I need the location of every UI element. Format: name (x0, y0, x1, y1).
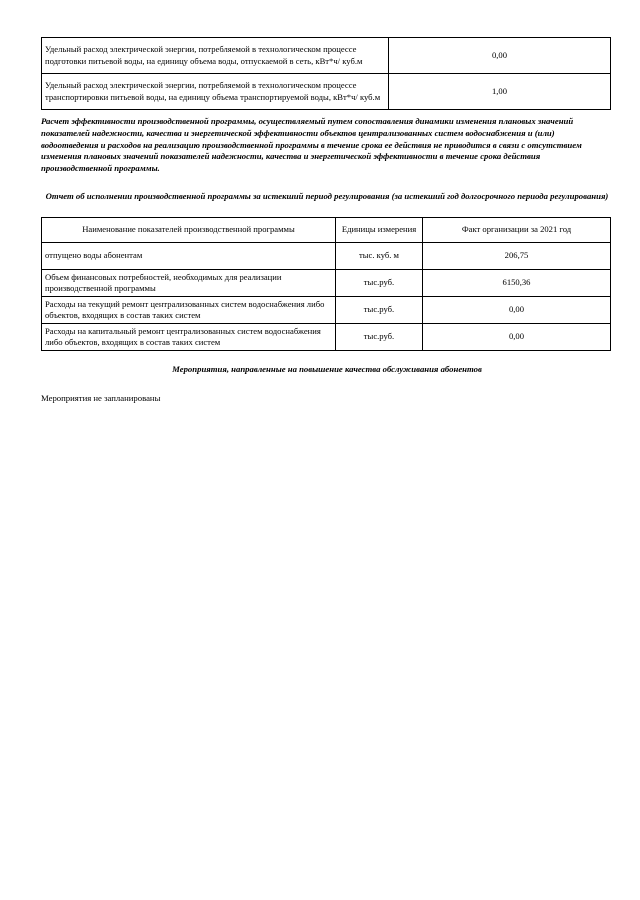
row-name: Объем финансовых потребностей, необходимых для реализации производственной программы (42, 270, 336, 297)
table-row (42, 270, 611, 297)
row-fact: 6150,36 (423, 270, 611, 297)
row-fact: 0,00 (423, 297, 611, 324)
row-unit: тыс.руб. (336, 324, 423, 351)
column-header-fact: Факт организации за 2021 год (423, 218, 611, 243)
indicator-name: Удельный расход электрической энергии, потребляемой в технологическом процессе подготовки питьевой воды, на единицу объема воды, отпускаемой в сеть, кВт*ч/ куб.м (42, 38, 389, 74)
indicator-value: 0,00 (389, 38, 611, 74)
table-row (42, 324, 611, 351)
row-name: отпущено воды абонентам (42, 243, 336, 270)
table-row (42, 297, 611, 324)
row-name: Расходы на капитальный ремонт централизованных систем водоснабжения либо объектов, входящих в состав таких систем (42, 324, 336, 351)
row-unit: тыс.руб. (336, 270, 423, 297)
efficiency-note: Расчет эффективности производственной программы, осуществляемый путем сопоставления динамики изменения плановых значений показателей надежности, качества и энергетической эффективности объектов централизованных систем водоснабжения и (или) водоотведения и расходов на реализацию производственной программы в течение срока ее действия не приводится в связи с отсутствием изменения плановых значений показателей надежности, качества и энергетической эффективности в течение срока действия производственной программы. (41, 116, 582, 174)
indicator-name: Удельный расход электрической энергии, потребляемой в технологическом процессе транспортировки питьевой воды, на единицу объема транспортируемой воды, кВт*ч/ куб.м (42, 74, 389, 110)
indicator-value: 1,00 (389, 74, 611, 110)
row-name: Расходы на текущий ремонт централизованных систем водоснабжения либо объектов, входящих в состав таких систем (42, 297, 336, 324)
table-row (42, 38, 611, 74)
row-unit: тыс. куб. м (336, 243, 423, 270)
table-header-row (42, 218, 611, 243)
row-fact: 0,00 (423, 324, 611, 351)
report-title: Отчет об исполнении производственной программы за истекший период регулирования (за истекший год долгосрочного периода регулирования) (45, 191, 609, 201)
measures-text: Мероприятия не запланированы (41, 393, 161, 403)
table-row (42, 243, 611, 270)
column-header-name: Наименование показателей производственной программы (42, 218, 336, 243)
energy-consumption-table (41, 37, 611, 110)
row-unit: тыс.руб. (336, 297, 423, 324)
column-header-unit: Единицы измерения (336, 218, 423, 243)
report-table (41, 217, 611, 351)
measures-heading: Мероприятия, направленные на повышение качества обслуживания абонентов (172, 364, 482, 374)
row-fact: 206,75 (423, 243, 611, 270)
table-row (42, 74, 611, 110)
